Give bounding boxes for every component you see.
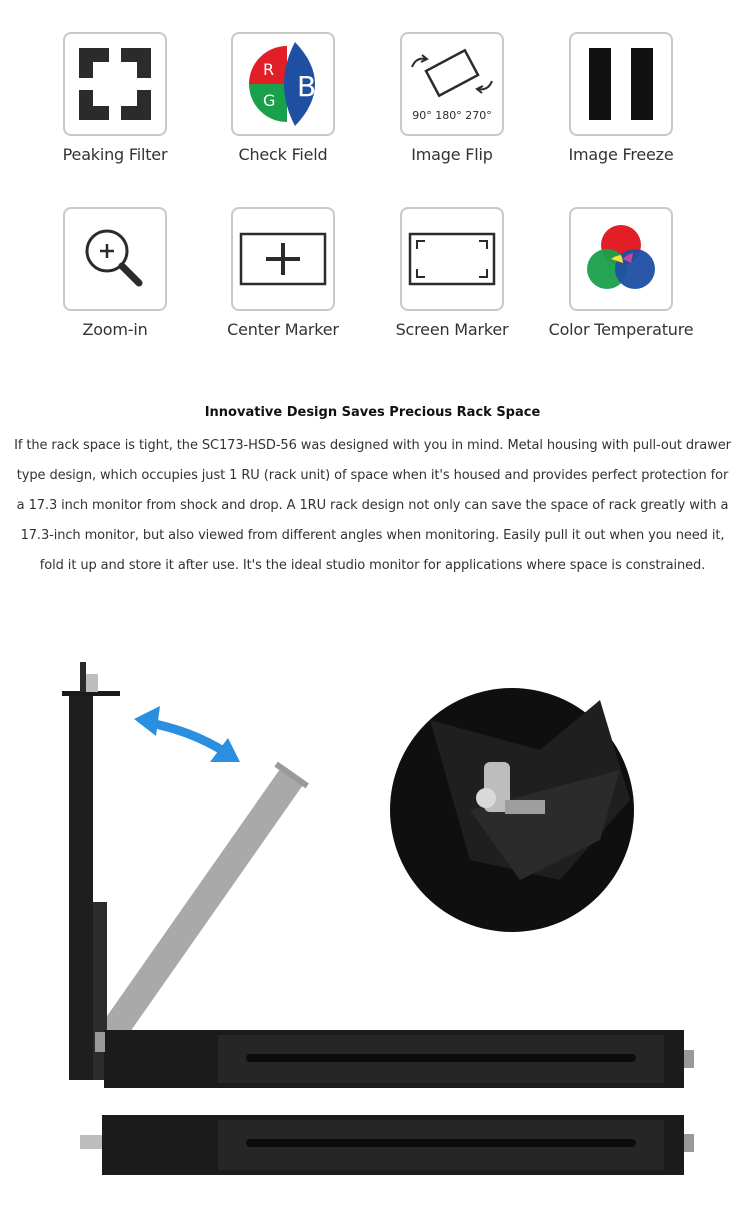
feature-image-freeze	[546, 32, 696, 164]
feature-label: Peaking Filter	[62, 145, 168, 164]
feature-color-temperature	[546, 207, 696, 339]
feature-label: Image Freeze	[568, 145, 674, 164]
check-field-r: R	[263, 60, 275, 79]
feature-label: Screen Marker	[395, 320, 509, 339]
rack-unit-closed	[80, 1115, 694, 1175]
center-marker-icon	[231, 207, 335, 311]
feature-center-marker	[208, 207, 358, 339]
feature-label: Center Marker	[227, 320, 339, 339]
color-temperature-icon	[569, 207, 673, 311]
product-illustration	[0, 640, 745, 1200]
feature-image-flip	[377, 32, 527, 164]
double-arrow-icon	[134, 706, 240, 762]
check-field-b: B	[297, 70, 317, 103]
check-field-icon	[231, 32, 335, 136]
feature-label: Zoom-in	[82, 320, 148, 339]
image-flip-icon	[400, 32, 504, 136]
rack-unit-open	[95, 1030, 694, 1088]
section-title: Innovative Design Saves Precious Rack Space	[204, 405, 541, 420]
zoom-in-icon	[63, 207, 167, 311]
section-body: If the rack space is tight, the SC173-HSD-56 was designed with you in mind. Metal housing with pull-out drawer type design, which occupies just 1 RU (rack unit) of space when it's housed and provides perfect protection for a 17.3 inch monitor from shock and drop. A 1RU rack design not only can save the space of rack greatly with a 17.3-inch monitor, but also viewed from different angles when monitoring. Easily pull it out when you need it, fold it up and store it after use. It's the ideal studio monitor for applications where space is constrained.	[14, 438, 731, 573]
check-field-g: G	[263, 91, 276, 110]
tilted-panel-ghost	[83, 762, 309, 1062]
screen-marker-icon	[400, 207, 504, 311]
feature-label: Color Temperature	[548, 320, 694, 339]
feature-label: Image Flip	[411, 145, 493, 164]
feature-check-field	[208, 32, 358, 164]
peaking-filter-icon	[63, 32, 167, 136]
feature-label: Check Field	[238, 145, 328, 164]
image-freeze-icon	[569, 32, 673, 136]
feature-screen-marker	[377, 207, 527, 339]
hinge-detail-circle	[390, 688, 634, 932]
feature-zoom-in	[40, 207, 190, 339]
image-flip-angles: 90° 180° 270°	[412, 109, 492, 122]
feature-peaking-filter	[40, 32, 190, 164]
